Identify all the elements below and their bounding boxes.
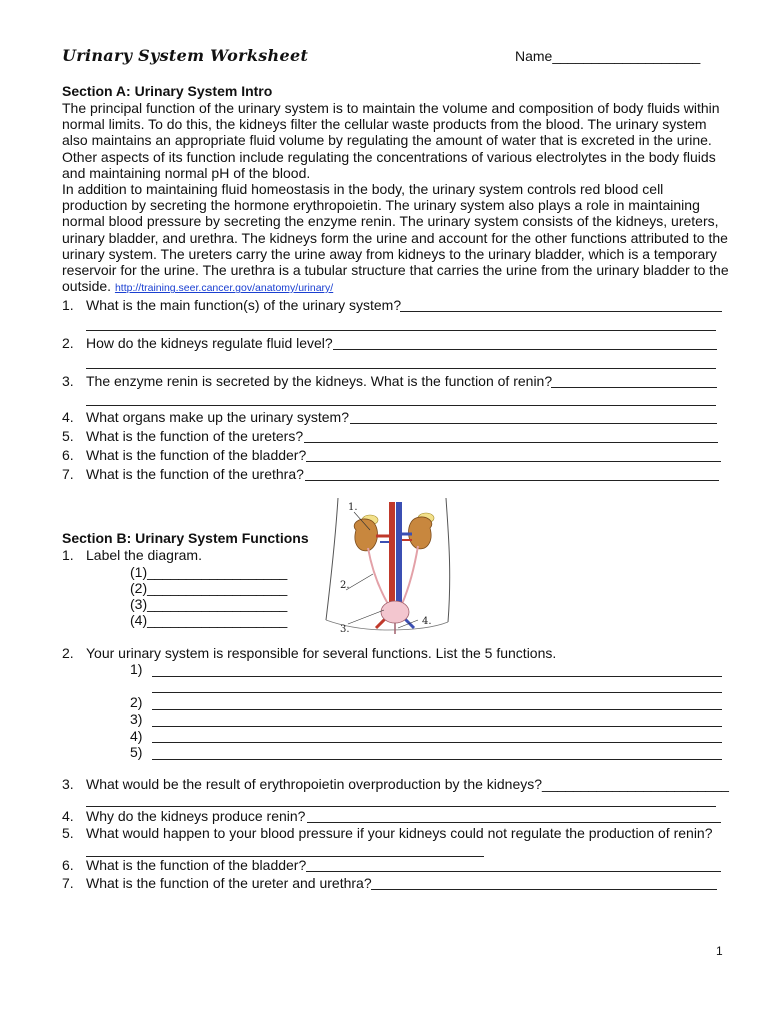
question-number: 1. — [62, 547, 74, 563]
ureter-left — [368, 548, 388, 604]
question-number: 6. — [62, 447, 74, 463]
question-text: What is the function of the ureters? — [86, 428, 304, 444]
question-text: What would be the result of erythropoietin overproduction by the kidneys?________________________ — [86, 776, 729, 792]
section-a-paragraph — [62, 100, 732, 296]
para-line: normal limits. To do this, the kidneys filter the cellular waste products from the blood. The urinary system — [62, 116, 707, 133]
pointer-line-3 — [348, 610, 384, 624]
question-a4 — [62, 409, 349, 425]
question-number: 1. — [62, 297, 74, 313]
question-number: 6. — [62, 857, 74, 873]
answer-line[interactable] — [304, 442, 718, 443]
question-number: 4. — [62, 808, 74, 824]
answer-line[interactable] — [400, 311, 722, 312]
question-text: What would happen to your blood pressure if your kidneys could not regulate the production of renin? — [86, 825, 713, 841]
question-number: 3. — [62, 776, 74, 792]
question-b5 — [62, 825, 713, 841]
label-blank-1[interactable]: (1)__________________ — [130, 564, 288, 580]
para-last-prefix: outside. — [62, 278, 112, 295]
question-number: 2. — [62, 645, 74, 661]
question-number: 7. — [62, 875, 74, 891]
answer-line[interactable] — [86, 330, 716, 331]
label-blank-2[interactable]: (2)__________________ — [130, 580, 288, 596]
question-text: Label the diagram. — [86, 547, 202, 563]
vena-cava — [396, 502, 402, 614]
question-text: What is the function of the bladder? — [86, 447, 307, 463]
diagram-label-1: 1. — [348, 502, 358, 513]
kidney-left — [354, 519, 377, 551]
answer-line[interactable] — [152, 759, 722, 760]
question-b2 — [62, 645, 556, 661]
answer-line[interactable] — [307, 822, 721, 823]
question-b3 — [62, 776, 729, 792]
question-b7 — [62, 875, 372, 891]
question-text: Why do the kidneys produce renin? — [86, 808, 306, 824]
question-a6 — [62, 447, 306, 463]
question-b1 — [62, 547, 202, 563]
question-text: What is the main function(s) of the urinary system? — [86, 297, 402, 313]
body-outline-left — [326, 498, 338, 620]
function-number-1: 1) — [130, 661, 143, 677]
function-number-4: 4) — [130, 728, 143, 744]
question-number: 5. — [62, 428, 74, 444]
para-line: The principal function of the urinary system is to maintain the volume and composition of body fluids within — [62, 100, 720, 116]
para-line: In addition to maintaining fluid homeostasis in the body, the urinary system controls red blood cell — [62, 181, 664, 198]
ureter-right — [402, 546, 418, 604]
urinary-system-diagram — [318, 490, 458, 638]
body-outline-right — [446, 498, 450, 622]
question-a7 — [62, 466, 304, 482]
label-blank-3[interactable]: (3)__________________ — [130, 596, 288, 612]
answer-line[interactable] — [152, 676, 722, 677]
question-text: What is the function of the ureter and urethra? — [86, 875, 372, 891]
diagram-label-2: 2. — [340, 580, 350, 591]
question-number: 4. — [62, 409, 74, 425]
para-line: production by secreting the hormone erythropoietin. The urinary system also plays a role in maintaining — [62, 197, 700, 214]
function-number-2: 2) — [130, 694, 143, 710]
para-line: also maintains an appropriate fluid volume by regulating the amount of water that is excreted in the urine. — [62, 132, 712, 149]
name-field[interactable]: Name___________________ — [515, 48, 701, 64]
label-blank-4[interactable]: (4)__________________ — [130, 612, 288, 628]
function-number-5: 5) — [130, 744, 143, 760]
question-a2 — [62, 335, 333, 351]
question-number: 7. — [62, 466, 74, 482]
seer-link[interactable]: http://training.seer.cancer.gov/anatomy/urinary/ — [114, 282, 334, 295]
answer-line[interactable] — [305, 480, 719, 481]
para-line: reservoir for the urine. The urethra is a tubular structure that carries the urine from the urinary bladder to the — [62, 262, 729, 279]
worksheet-title: Urinary System Worksheet — [62, 46, 309, 65]
para-line: normal blood pressure by secreting the enzyme renin. The urinary system consists of the kidneys, ureters, — [62, 213, 719, 230]
section-b-heading: Section B: Urinary System Functions — [62, 530, 309, 546]
section-a-heading: Section A: Urinary System Intro — [62, 83, 273, 99]
para-line: Other aspects of its function include regulating the concentrations of various electrolytes in the body fluids — [62, 148, 716, 165]
answer-line[interactable] — [350, 423, 717, 424]
para-line-last — [62, 278, 732, 296]
page-number: 1 — [716, 944, 723, 958]
bladder — [381, 601, 409, 623]
answer-line[interactable] — [152, 709, 722, 710]
answer-line[interactable] — [86, 806, 716, 807]
question-text: The enzyme renin is secreted by the kidneys. What is the function of renin? — [86, 373, 553, 389]
answer-line[interactable] — [86, 368, 716, 369]
answer-line[interactable] — [333, 349, 717, 350]
aorta — [389, 502, 395, 614]
answer-line[interactable] — [86, 405, 716, 406]
question-text: What organs make up the urinary system? — [86, 409, 350, 425]
question-b4 — [62, 808, 305, 824]
answer-line[interactable] — [371, 889, 717, 890]
question-number: 3. — [62, 373, 74, 389]
answer-line[interactable] — [306, 871, 721, 872]
answer-line[interactable] — [152, 742, 722, 743]
question-a3 — [62, 373, 552, 389]
para-line: urinary system. The ureters carry the urine away from kidneys to the urinary bladder, which is a temporary — [62, 245, 717, 262]
question-b6 — [62, 857, 306, 873]
answer-line[interactable] — [306, 461, 721, 462]
question-a5 — [62, 428, 303, 444]
question-text: What is the function of the bladder? — [86, 857, 307, 873]
question-text: Your urinary system is responsible for several functions. List the 5 functions. — [86, 645, 557, 661]
question-number: 2. — [62, 335, 74, 351]
question-number: 5. — [62, 825, 74, 841]
function-number-3: 3) — [130, 711, 143, 727]
para-line: urinary bladder, and urethra. The kidneys form the urine and account for the other functions attributed to the — [62, 229, 728, 246]
question-text: How do the kidneys regulate fluid level? — [86, 335, 333, 351]
para-line: and maintaining normal pH of the blood. — [62, 164, 311, 181]
diagram-label-4: 4. — [422, 616, 432, 627]
answer-line[interactable] — [152, 726, 722, 727]
question-text: What is the function of the urethra? — [86, 466, 304, 482]
pointer-line-2 — [346, 574, 373, 590]
diagram-label-3: 3. — [340, 624, 350, 635]
question-a1 — [62, 297, 401, 313]
answer-line[interactable] — [152, 692, 722, 693]
answer-line[interactable] — [551, 387, 717, 388]
